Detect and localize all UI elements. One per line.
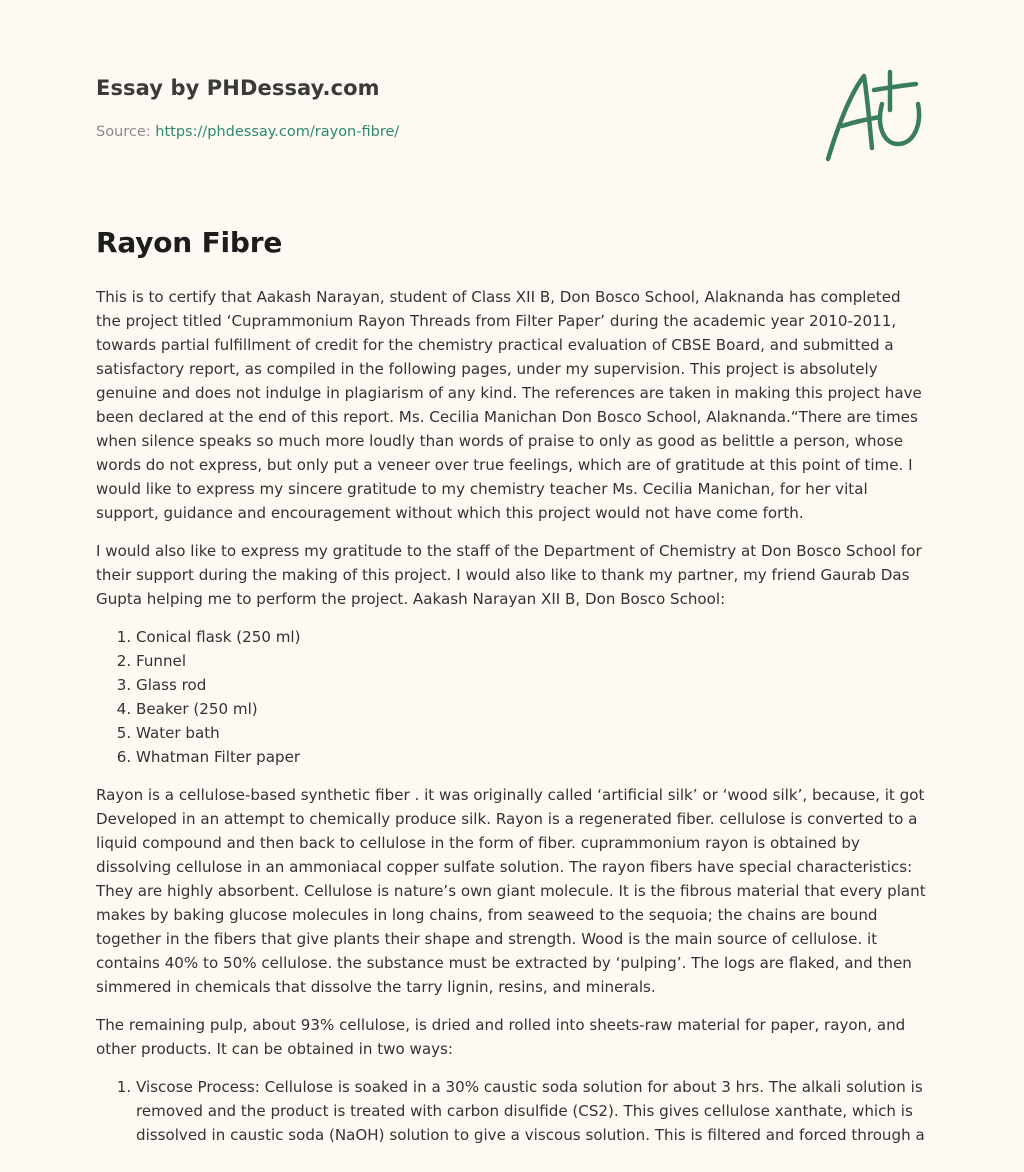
paragraph-pulp: The remaining pulp, about 93% cellulose, is dried and rolled into sheets-raw material for paper, rayon, and other products. It can be obtained in two ways: — [96, 1016, 906, 1058]
a-plus-logo-icon — [820, 64, 932, 168]
list-item: 1. Conical flask (250 ml) — [136, 625, 928, 649]
paragraph-acknowledgement: I would also like to express my gratitude to the staff of the Department of Chemistry at Don Bosco School for their support during the making of this project. I would also like to thank my partner, my friend Gaurab Das Gupta helping me to perform the project. Aakash Narayan XII B, Don Bosco School: — [96, 542, 922, 608]
list-item: 5. Water bath — [136, 721, 928, 745]
list-item: 4. Beaker (250 ml) — [136, 697, 928, 721]
paragraph-rayon-intro: Rayon is a cellulose-based synthetic fiber . it was originally called ‘artificial silk’ or ‘wood silk’, because, it got Developed in an attempt to chemically produce silk. Rayon is a regenerated fiber. cellulose is converted to a liquid compound and then back to cellulose in the form of fiber. cuprammonium rayon is obtained by dissolving cellulose in an ammoniacal copper sulfate solution. The rayon fibers have special characteristics: They are highly absorbent. Cellulose is nature’s own giant molecule. It is the fibrous material that every plant makes by baking glucose molecules in long chains, from seaweed to the sequoia; the chains are bound together in the fibers that give plants their shape and strength. Wood is the main source of cellulose. it contains 40% to 50% cellulose. the substance must be extracted by ‘pulping’. The logs are flaked, and then simmered in chemicals that dissolve the tarry lignin, resins, and minerals. — [96, 786, 926, 996]
site-brand: Essay by PHDessay.com — [96, 76, 380, 100]
source-label: Source: — [96, 124, 156, 140]
source-link[interactable]: https://phdessay.com/rayon-fibre/ — [155, 124, 400, 140]
essay-title: Rayon Fibre — [96, 226, 283, 259]
list-item: 6. Whatman Filter paper — [136, 745, 928, 769]
process-list — [96, 1075, 928, 1147]
apparatus-list — [96, 625, 928, 769]
paragraph-certificate: This is to certify that Aakash Narayan, student of Class XII B, Don Bosco School, Alaknanda has completed the project titled ‘Cuprammonium Rayon Threads from Filter Paper’ during the academic year 2010-2011, towards partial fulfillment of credit for the chemistry practical evaluation of CBSE Board, and submitted a satisfactory report, as compiled in the following pages, under my supervision. This project is absolutely genuine and does not indulge in plagiarism of any kind. The references are taken in making this project have been declared at the end of this report. Ms. Cecilia Manichan Don Bosco School, Alaknanda.“There are times when silence speaks so much more loudly than words of praise to only as good as belittle a person, whose words do not express, but only put a veneer over true feelings, which are of gratitude at this point of time. I would like to express my sincere gratitude to my chemistry teacher Ms. Cecilia Manichan, for her vital support, guidance and encouragement without which this project would not have come forth. — [96, 288, 922, 522]
source-line — [96, 124, 399, 140]
list-item: 2. Funnel — [136, 649, 928, 673]
list-item: 1. Viscose Process: Cellulose is soaked in a 30% caustic soda solution for about 3 hrs. The alkali solution is removed and the product is treated with carbon disulfide (CS2). This gives cellulose xanthate, which is dissolved in caustic soda (NaOH) solution to give a viscous solution. This is filtered and forced through a — [136, 1075, 928, 1147]
essay-body — [96, 285, 928, 1161]
list-item: 3. Glass rod — [136, 673, 928, 697]
